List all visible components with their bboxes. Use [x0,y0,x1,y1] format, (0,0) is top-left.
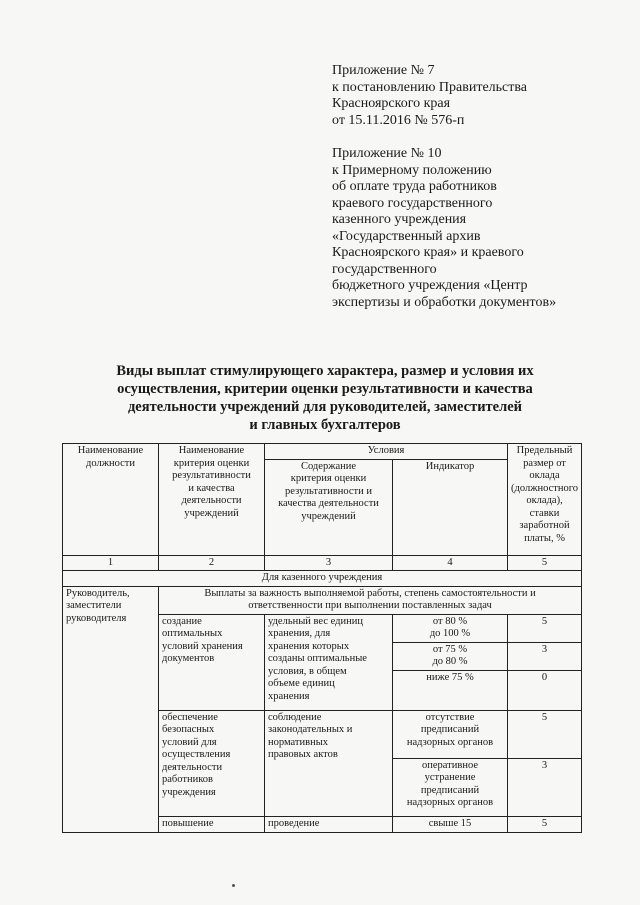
appendix-7-date: от 15.11.2016 № 576-п [332,112,465,128]
appendix-10-line: бюджетного учреждения «Центр [332,278,528,293]
criterion-name-cell: повышение [159,816,265,832]
column-number: 4 [393,555,508,571]
appendix-10-line: казенного учреждения [332,212,467,227]
column-number: 5 [508,555,582,571]
header-conditions: Условия [265,444,508,460]
title-line: деятельности учреждений для руководителей, заместителей [127,399,523,415]
criterion-name-cell: создание оптимальных условий хранения документов [159,614,265,710]
indicator-cell: отсутствие предписаний надзорных органов [393,710,508,758]
appendix-10-line: экспертизы и обработки документов» [332,294,557,310]
criterion-content-cell: удельный вес единиц хранения, для хранения которых созданы оптимальные условия, в общем объеме единиц хранения [265,614,393,710]
title-line: Виды выплат стимулирующего характера, размер и условия их [116,363,534,379]
section-title: Для казенного учреждения [63,571,582,587]
column-number: 3 [265,555,393,571]
header-indicator: Индикатор [393,459,508,555]
appendix-7-title: Приложение № 7 [332,63,435,78]
value-cell: 3 [508,758,582,816]
title-line: и главных бухгалтеров [249,417,401,433]
appendix-7-reference: к постановлению Правительства [332,79,528,95]
indicator-cell: от 80 % до 100 % [393,614,508,642]
value-cell: 0 [508,670,582,710]
header-criterion-name: Наименование критерия оценки результативности и качества деятельности учреждений [159,444,265,556]
header-max-size: Предельный размер от оклада (должностного оклада), ставки заработной платы, % [508,444,582,556]
value-cell: 5 [508,614,582,642]
indicator-cell: оперативное устранение предписаний надзорных органов [393,758,508,816]
value-cell: 5 [508,710,582,758]
header-criterion-content: Содержание критерия оценки результативности и качества деятельности учреждений [265,459,393,555]
indicator-cell: свыше 15 [393,816,508,832]
appendix-10-line: «Государственный архив [332,228,481,244]
title-line: осуществления, критерии оценки результативности и качества [117,381,533,397]
payments-table [62,443,582,833]
appendix-7-region: Красноярского края [332,96,451,111]
header-position-name: Наименование должности [63,444,159,556]
value-cell: 3 [508,642,582,670]
position-cell: Руководитель, заместители руководителя [63,586,159,832]
appendix-10-line: к Примерному положению [332,162,492,178]
value-cell: 5 [508,816,582,832]
column-number: 1 [63,555,159,571]
column-number: 2 [159,555,265,571]
document-title [60,362,590,434]
indicator-cell: ниже 75 % [393,670,508,710]
appendix-10-line: Красноярского края» и краевого [332,245,524,260]
appendix-10-line: государственного [332,261,437,277]
payment-type-cell: Выплаты за важность выполняемой работы, степень самостоятельности и ответственности при выполнении поставленных задач [159,586,582,614]
criterion-content-cell: проведение [265,816,393,832]
criterion-content-cell: соблюдение законодательных и нормативных правовых актов [265,710,393,816]
appendix-10-line: об оплате труда работников [332,179,497,194]
indicator-cell: от 75 % до 80 % [393,642,508,670]
appendix-header [332,63,632,311]
appendix-10-title: Приложение № 10 [332,146,442,161]
criterion-name-cell: обеспечение безопасных условий для осуществления деятельности работников учреждения [159,710,265,816]
appendix-10-line: краевого государственного [332,195,493,211]
scan-speck [232,884,235,887]
